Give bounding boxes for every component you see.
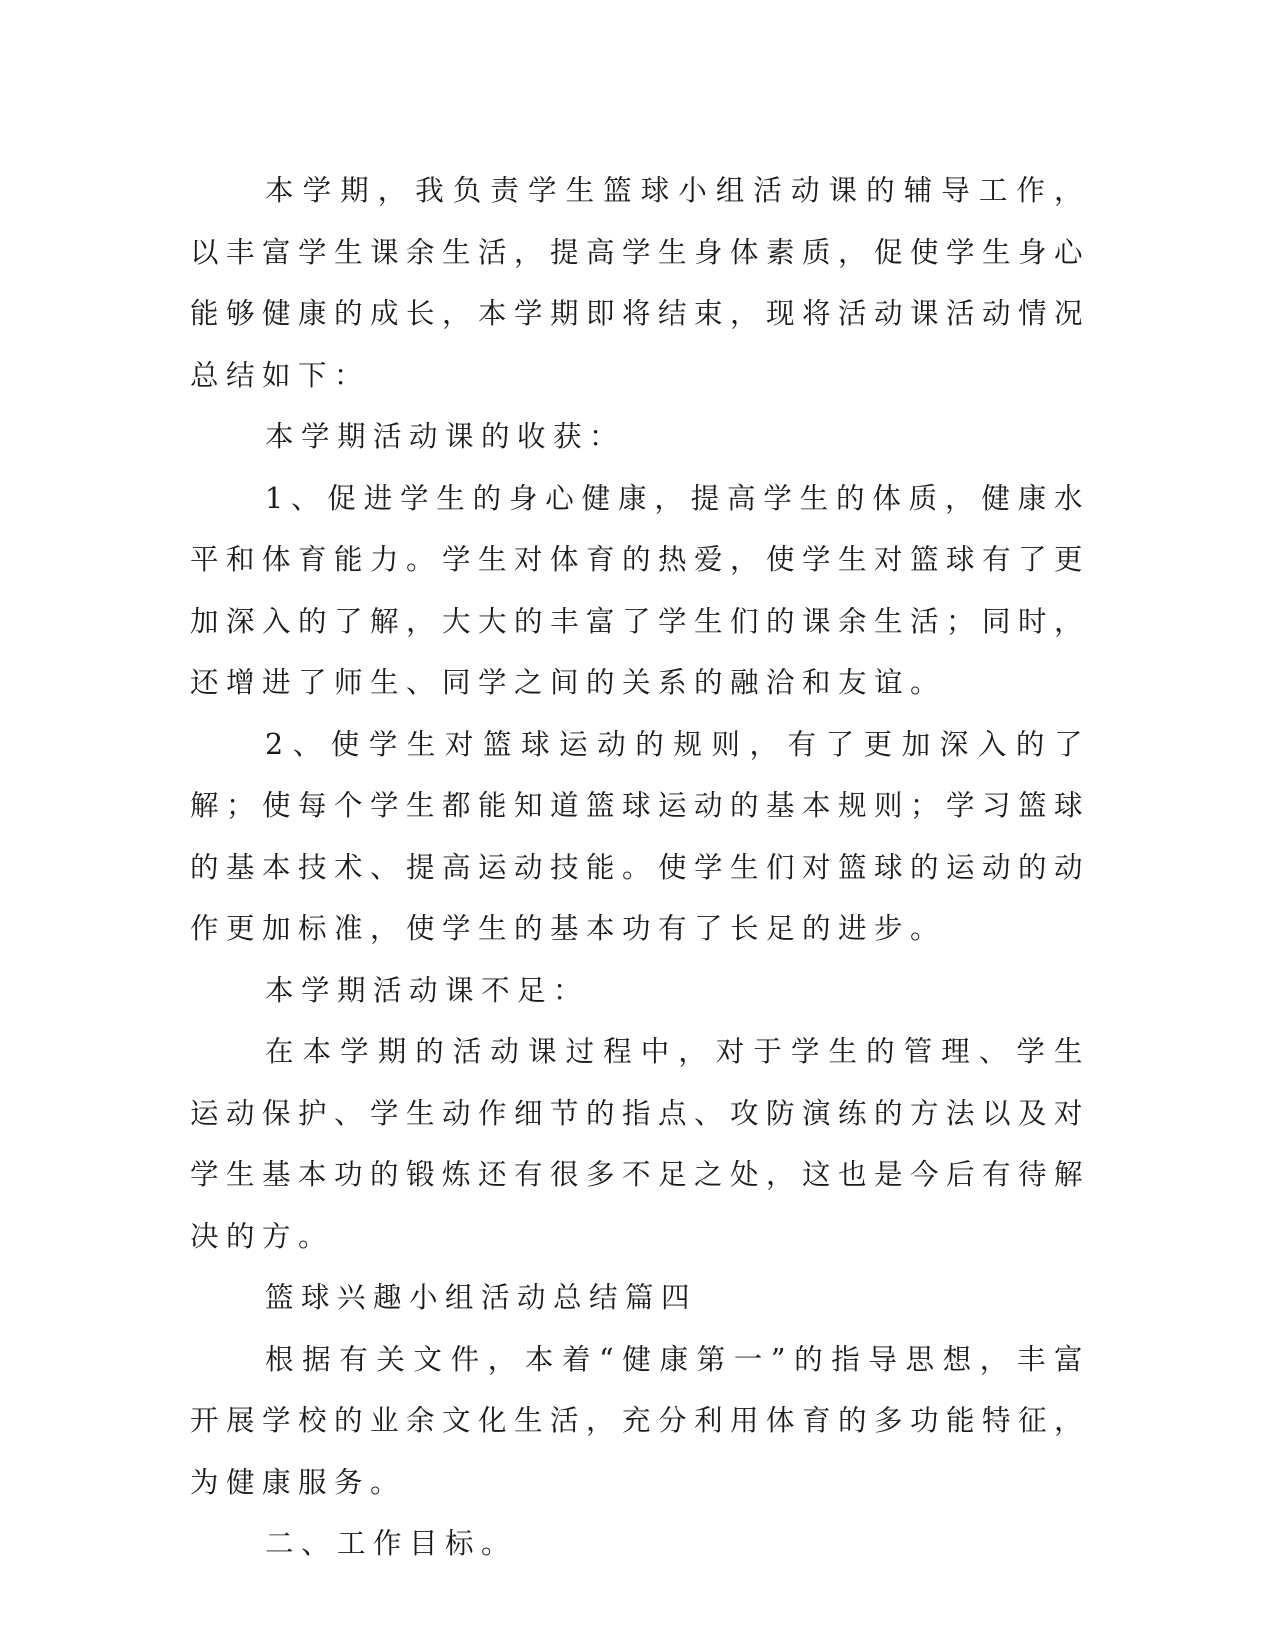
gains-item-2: 2、使学生对篮球运动的规则，有了更加深入的了解；使每个学生都能知道篮球运动的基本规则；学习篮球的基本技术、提高运动技能。使学生们对篮球的运动的动作更加标准，使学生的基本功有了长足的进步。 [190,727,1091,945]
section-title: 篮球兴趣小组活动总结篇四 [265,1281,698,1314]
document-body [190,160,1090,1575]
work-goals-heading: 二、工作目标。 [265,1527,518,1560]
gains-heading: 本学期活动课的收获： [265,420,626,453]
shortcomings-heading: 本学期活动课不足： [265,973,590,1007]
gains-item-1: 1、促进学生的身心健康，提高学生的体质，健康水平和体育能力。学生对体育的热爱，使学生对篮球有了更加深入的了解，大大的丰富了学生们的课余生活；同时，还增进了师生、同学之间的关系的融洽和友谊。 [190,481,1091,699]
guiding-paragraph: 根据有关文件，本着“健康第一”的指导思想，丰富开展学校的业余文化生活，充分利用体育的多功能特征，为健康服务。 [190,1342,1091,1499]
shortcomings-paragraph: 在本学期的活动课过程中，对于学生的管理、学生运动保护、学生动作细节的指点、攻防演练的方法以及对学生基本功的锻炼还有很多不足之处，这也是今后有待解决的方。 [190,1035,1091,1253]
intro-paragraph: 本学期，我负责学生篮球小组活动课的辅导工作，以丰富学生课余生活，提高学生身体素质，促使学生身心能够健康的成长，本学期即将结束，现将活动课活动情况总结如下： [190,174,1091,392]
